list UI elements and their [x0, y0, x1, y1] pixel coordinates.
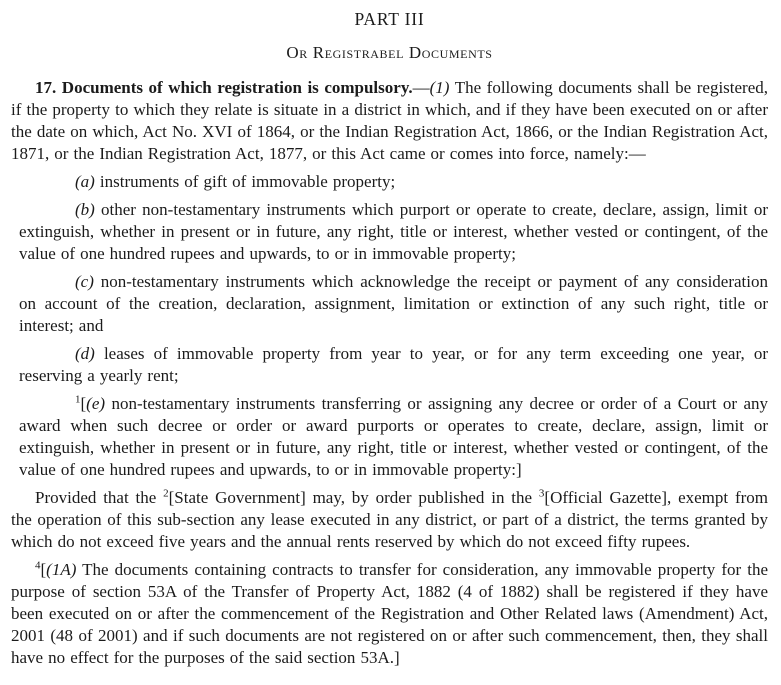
subsection-1a-marker: (1A)	[46, 560, 77, 579]
clause-a-text: instruments of gift of immovable property;	[94, 172, 396, 191]
clause-c-text: non-testamentary instruments which acknowledge the receipt or payment of any consideration on account of the creation, declaration, assignment, limitation or extinction of any such right, title or interest; and	[19, 272, 768, 335]
proviso-state-government-text: [State Government] may, by order published in the	[168, 488, 539, 507]
clause-c-marker: (c)	[75, 272, 94, 291]
clause-b-paragraph	[19, 199, 768, 265]
clause-e-marker: (e)	[86, 394, 106, 413]
footnote-ref-3: 3	[538, 487, 545, 500]
clause-b-marker: (b)	[75, 200, 95, 219]
proviso-paragraph	[11, 487, 768, 553]
footnote-ref-1: 1	[75, 393, 81, 406]
footnote-ref-4: 4	[35, 559, 41, 572]
section-title: 17. Documents of which registration is compulsory.	[35, 78, 413, 97]
proviso-text-after: [Official Gazette], exempt from the operation of this sub-section any lease executed in any district, or part of a district, the terms granted by which do not exceed five years and the annual rents reserved by which do not exceed fifty rupees.	[11, 488, 768, 551]
clause-c-paragraph	[19, 271, 768, 337]
clause-a-paragraph	[19, 171, 768, 193]
clause-b-text: other non-testamentary instruments which purport or operate to create, declare, assign, limit or extinguish, whether in present or in future, any right, title or interest, whether vested or contingent, of the value of one hundred rupees and upwards, to or in immovable property;	[19, 200, 768, 263]
clause-d-paragraph	[19, 343, 768, 387]
footnote-ref-2: 2	[163, 487, 169, 500]
clause-a-marker: (a)	[75, 172, 95, 191]
section-17-intro-paragraph	[11, 77, 768, 165]
clause-d-marker: (d)	[75, 344, 95, 363]
chapter-heading: Or Registrabel Documents	[286, 43, 493, 62]
subsection-1a-open-bracket: [	[40, 560, 47, 579]
clause-e-paragraph	[19, 393, 768, 481]
em-dash: —	[412, 78, 430, 97]
part-heading: PART III	[354, 9, 425, 29]
subsection-1a-paragraph	[11, 559, 768, 669]
subsection-1a-text: The documents containing contracts to transfer for consideration, any immovable property for the purpose of section 53A of the Transfer of Property Act, 1882 (4 of 1882) shall be registered if they have been executed on or after the commencement of the Registration and Other Related laws (Amendment) Act, 2001 (48 of 2001) and if such documents are not registered on or after such commencement, then, they shall have no effect for the purposes of the said section 53A.]	[11, 560, 768, 667]
clause-d-text: leases of immovable property from year to year, or for any term exceeding one year, or reserving a yearly rent;	[19, 344, 768, 385]
clause-e-text: non-testamentary instruments transferring or assigning any decree or order of a Court or any award when such decree or order or award purports or operates to create, declare, assign, limit or extinguish, whether in present or in future, any right, title or interest, whether vested or contingent, of the value of one hundred rupees and upwards, to or in immovable property:]	[19, 394, 768, 479]
section-17-intro-text: The following documents shall be registered, if the property to which they relate is situate in a district in which, and if they have been executed on or after the date on which, Act No. XVI of 1864, or the Indian Registration Act, 1866, or the Indian Registration Act, 1871, or the Indian Registration Act, 1877, or this Act came or comes into force, namely:—	[11, 78, 769, 163]
proviso-text-before: Provided that the	[35, 488, 164, 507]
subsection-1-marker: (1)	[429, 78, 450, 97]
clause-e-open-bracket: [	[80, 394, 87, 413]
